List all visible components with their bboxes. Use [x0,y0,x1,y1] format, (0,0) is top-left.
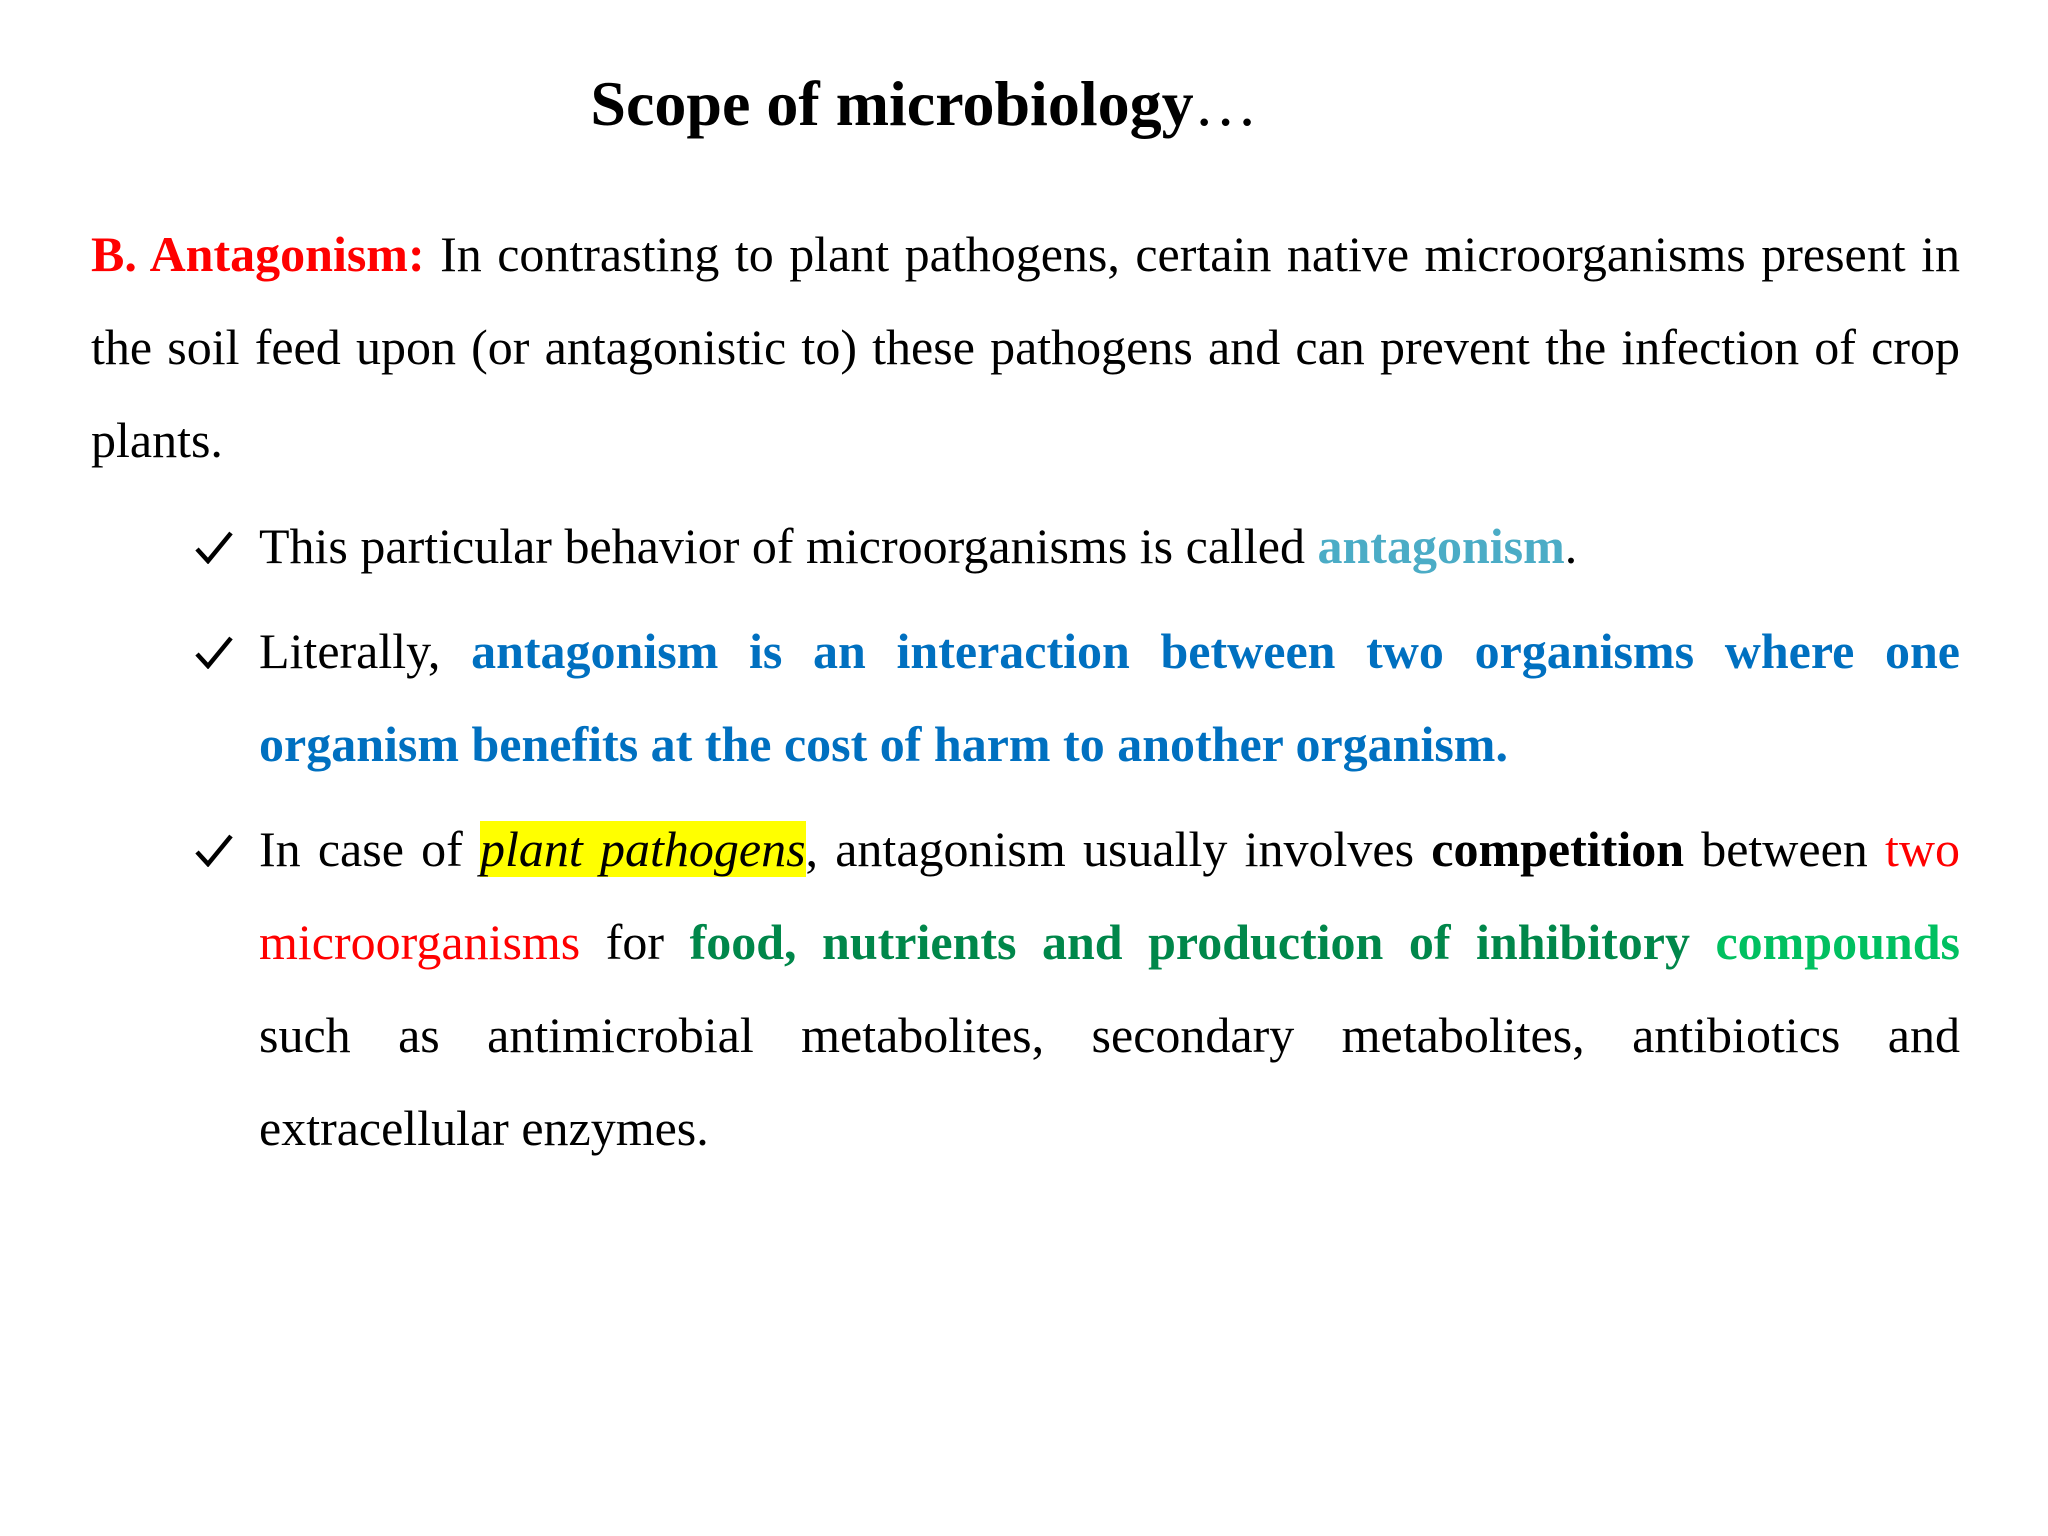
bullet-1-term: antagonism [1317,518,1565,574]
check-icon [195,605,243,698]
bullet-3-highlighted-term: plant pathogens [479,821,806,877]
bullet-3-compounds: compounds [1715,914,1960,970]
check-icon [195,803,243,896]
bullet-item-1 [195,500,1960,593]
bullet-3-text-b: , antagonism usually involves [805,821,1432,877]
bullet-3-space [1690,914,1716,970]
intro-text: In contrasting to plant pathogens, certain native microorganisms present in the soil feed upon (or antagonistic to) these pathogens and can prevent the infection of crop plants. [91,226,1960,468]
bullet-3-two-microorganisms: two microorganisms [259,821,1961,970]
bullet-2-text-a: Literally, [259,623,472,679]
bullet-item-2 [195,605,1960,791]
intro-paragraph [91,208,1960,487]
bullet-3-text-e: such as antimicrobial metabolites, secondary metabolites, antibiotics and extracellular enzymes. [259,1007,1960,1156]
slide-title-main: Scope of microbiology [590,68,1194,139]
bullet-2-definition: antagonism is an interaction between two organisms where one organism benefits at the cost of harm to another organism. [259,623,1960,772]
bullet-list [195,500,1960,1175]
bullet-3-competition: competition [1431,821,1685,877]
bullet-3-food-nutrients: food, nutrients and production of inhibitory [689,914,1690,970]
bullet-3-text-d: for [580,914,690,970]
bullet-3-text-c: between [1684,821,1886,877]
bullet-1-text-a: This particular behavior of microorganisms is called [259,518,1318,574]
bullet-3-text-a: In case of [259,821,480,877]
bullet-item-3 [195,803,1960,1175]
slide-title [0,62,1848,146]
bullet-1-text-b: . [1564,518,1578,574]
slide-title-ellipsis: … [1193,68,1258,139]
section-label: B. Antagonism: [91,226,425,282]
check-icon [195,500,243,593]
